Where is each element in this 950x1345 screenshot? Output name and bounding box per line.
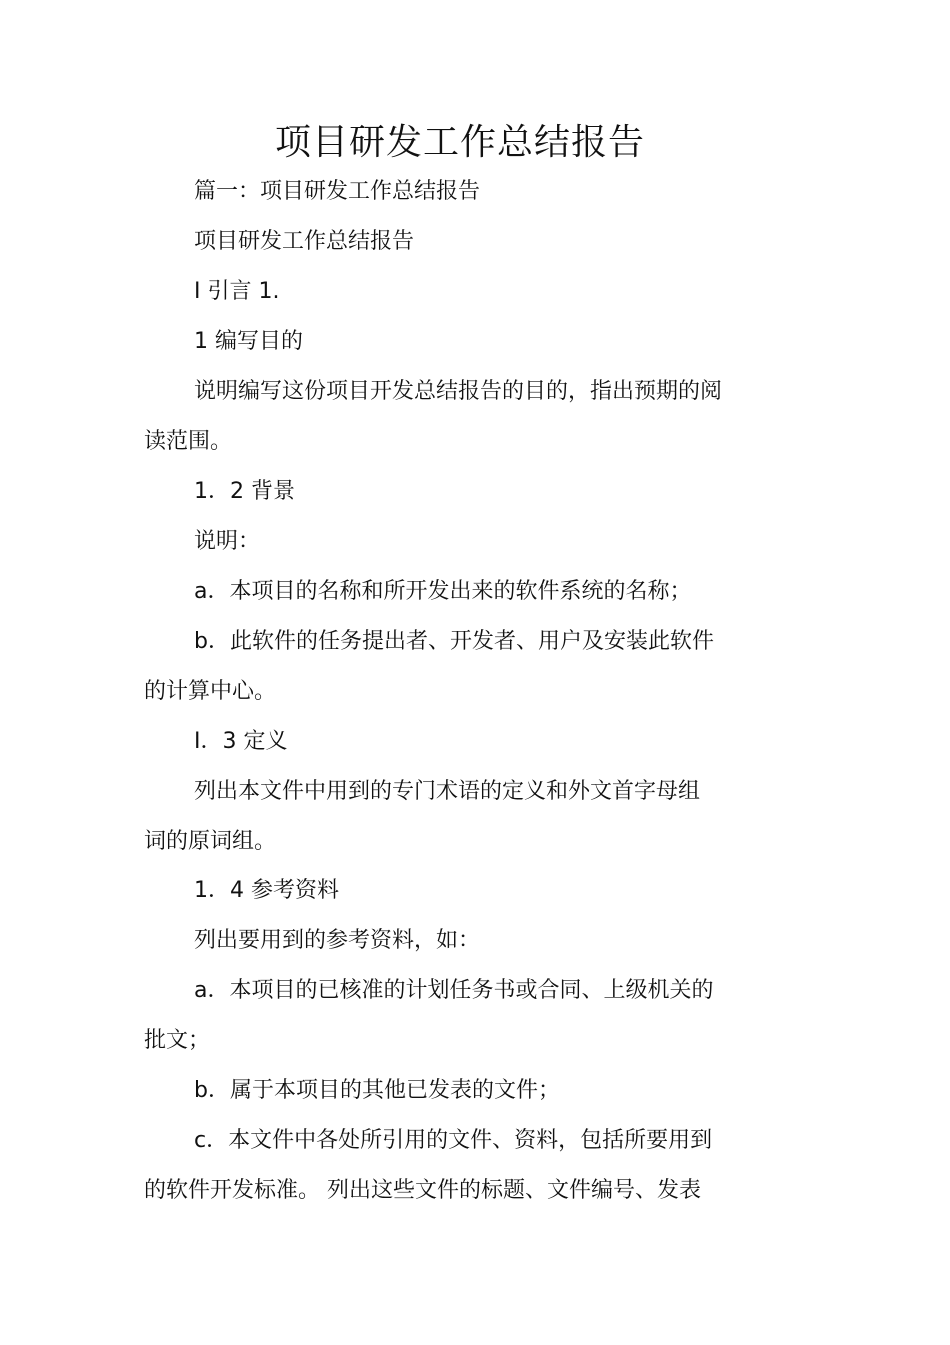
paragraph-line: 读范围。 [144, 429, 233, 454]
paragraph-line: 说明编写这份项目开发总结报告的目的，指出预期的阅 [194, 379, 723, 404]
list-item: b．属于本项目的其他已发表的文件； [194, 1078, 560, 1103]
heading-references: 1．4 参考资料 [194, 878, 339, 903]
heading-definitions: I．3 定义 [194, 729, 288, 754]
paragraph-line: 词的原词组。 [144, 829, 277, 854]
list-item: a．本项目的名称和所开发出来的软件系统的名称； [194, 579, 692, 604]
heading-purpose: 1 编写目的 [194, 329, 303, 354]
heading-intro: I 引言 1. [194, 279, 280, 304]
paragraph-line: 列出要用到的参考资料，如： [194, 928, 481, 953]
paragraph-line: 的软件开发标准。 列出这些文件的标题、文件编号、发表 [144, 1178, 701, 1203]
paragraph-line: 的计算中心。 [144, 679, 277, 704]
list-item: c．本文件中各处所引用的文件、资料，包括所要用到 [194, 1128, 713, 1153]
paragraph-line: 列出本文件中用到的专门术语的定义和外文首字母组 [194, 779, 701, 804]
heading-background: 1．2 背景 [194, 479, 295, 504]
document-title: 项目研发工作总结报告 [274, 122, 645, 163]
paragraph-line: 批文； [144, 1028, 211, 1053]
list-item: a．本项目的已核准的计划任务书或合同、上级机关的 [194, 978, 714, 1003]
paragraph-line: 说明： [194, 529, 261, 554]
subtitle: 项目研发工作总结报告 [194, 229, 415, 254]
list-item: b．此软件的任务提出者、开发者、用户及安装此软件 [194, 629, 714, 654]
section-heading: 篇一：项目研发工作总结报告 [194, 179, 481, 204]
